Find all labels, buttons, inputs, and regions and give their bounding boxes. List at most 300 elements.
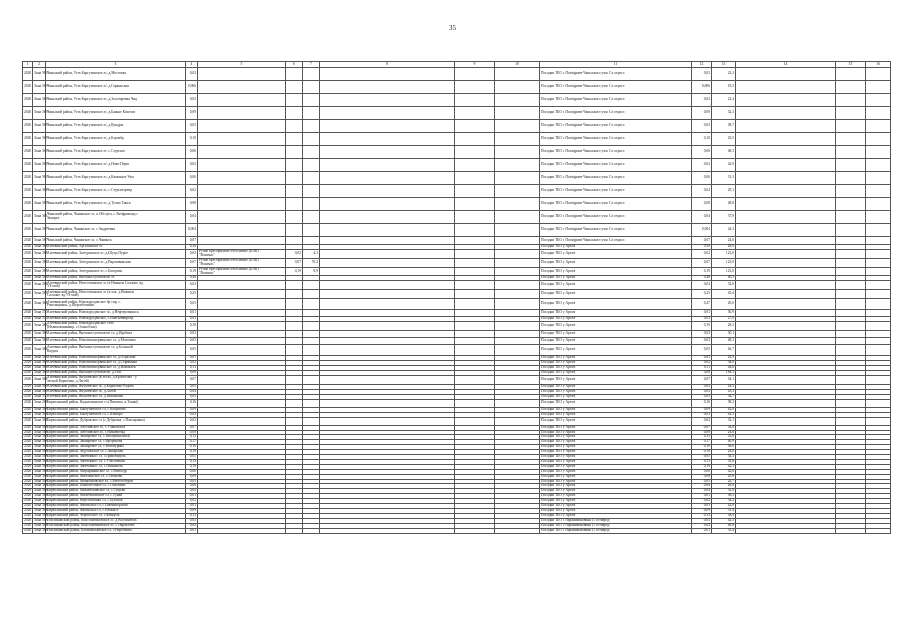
row-area: 0,10 <box>186 133 198 146</box>
row-year: 2020 <box>24 429 32 434</box>
row-location: Бирюсинский район, Черепеплое сл, с.Фвацель <box>46 513 186 518</box>
row-area: 0,02 <box>186 281 198 290</box>
row-year: 2020 <box>24 449 32 454</box>
row-note <box>198 185 286 198</box>
row-purpose: Посадки ТБО у Аргазі <box>540 281 692 290</box>
empty-cell <box>736 322 836 331</box>
row-zone: Зона 363 <box>33 159 46 172</box>
row-value-13: 40,3 <box>712 276 736 281</box>
row-value-6 <box>286 198 303 211</box>
empty-cell <box>455 211 495 224</box>
row-purpose: Посадки ТБО у Аргазі <box>540 310 692 317</box>
row-purpose: Посадки ТБО у Аргазі <box>540 489 692 494</box>
row-location: Бирюсинский район, Менябиновское ел, с.Мечбосберов <box>46 479 186 484</box>
column-number: 5 <box>198 62 286 68</box>
empty-cell <box>320 250 455 259</box>
row-area: 0,01 <box>186 494 198 499</box>
row-area: 0,10 <box>186 450 198 455</box>
empty-cell <box>495 133 540 146</box>
row-value-7 <box>303 94 320 107</box>
row-value-13: 22,4 <box>712 94 736 107</box>
row-purpose: Посадки ТБО у Аргазі <box>540 407 692 412</box>
table-row <box>23 68 891 81</box>
row-value-6 <box>286 211 303 224</box>
row-location: Алеевинский район, Внешноступенчатое сл, д.Большой Коурля <box>46 345 186 356</box>
row-purpose: Посадки ТБО у Аргазі <box>540 494 692 499</box>
row-year: 2020 <box>23 399 33 407</box>
row-value-13: 123,0 <box>712 250 736 259</box>
row-value-12: 0,01 <box>692 504 712 509</box>
row-note: Ручне пресефіктиве обтеснение (ПЛК) "Вскимас" <box>198 258 286 267</box>
row-value-12: 0,01 <box>692 528 712 533</box>
row-location: Алеевинский район, Заттуринское лс, с.Баторгин <box>46 267 186 276</box>
row-note <box>198 345 286 356</box>
empty-cell <box>455 331 495 338</box>
empty-cell <box>495 258 540 267</box>
row-location: Поплинавский район, Константинивское лс, с.Окраёлово <box>46 523 186 528</box>
table-row <box>23 172 891 185</box>
row-value-12: 0,25 <box>692 290 712 299</box>
empty-cell <box>495 250 540 259</box>
row-value-13: 29,1 <box>712 185 736 198</box>
row-purpose: Посадки ТБО у Аргазі <box>540 399 692 407</box>
row-purpose: Посадки ТБО с Поліціриве Чаньського учас Сл отрасл <box>540 133 692 146</box>
row-area: 0,07 <box>186 258 198 267</box>
empty-cell <box>455 198 495 211</box>
row-purpose: Посадки ТБО у Аргазі <box>540 345 692 356</box>
empty-cell <box>736 299 836 310</box>
row-value-13: 30,9 <box>712 310 736 317</box>
row-purpose: Посадки ТБО у Аргазі <box>540 331 692 338</box>
row-value-7: 4,1 <box>303 250 320 259</box>
row-value-6 <box>286 310 303 317</box>
row-value-6 <box>286 224 303 237</box>
empty-cell <box>736 94 836 107</box>
row-area: 0,07 <box>186 237 198 245</box>
row-zone: Зона 368 <box>34 411 48 416</box>
row-zone: Зона 368 <box>33 299 46 310</box>
row-area: 0,19 <box>186 267 198 276</box>
row-purpose: Посадки ТБО с Поліціриве Чаньського учас Сл отрасл <box>540 198 692 211</box>
row-value-13: 48,3 <box>712 146 736 159</box>
row-value-13: 48,8 <box>712 198 736 211</box>
row-area: 0,10 <box>186 445 198 450</box>
empty-cell <box>836 299 866 310</box>
row-purpose: Посадки ТБО у Аргазі <box>540 435 692 440</box>
row-area: 0,03 <box>186 299 198 310</box>
row-location: Алеевинский район, Заттуринское лс, д.Варшивинская <box>46 258 186 267</box>
row-area: 0,03 <box>186 394 198 399</box>
row-area: 0,11 <box>186 366 198 371</box>
row-purpose: Посадки ТБО с Параниконовина (1 оставрод <box>540 518 692 523</box>
row-location: Алеевинский район, Новотипинорвинское сл, д.Намаклея <box>46 366 186 371</box>
row-area: 0,05 <box>186 384 198 389</box>
row-purpose: Посадки ТБО с Поліціриве Чаньського учас Сл отрасл <box>540 68 692 81</box>
row-zone: Зона 363 <box>33 94 46 107</box>
row-value-6: 0,19 <box>286 267 303 276</box>
row-year: 2020 <box>23 237 33 245</box>
row-note <box>198 237 286 245</box>
row-note <box>198 120 286 133</box>
row-purpose: Посадки ТБО у Аргазі <box>540 464 692 469</box>
row-value-12: 0,006 <box>692 81 712 94</box>
row-year: 2020 <box>24 488 32 493</box>
empty-cell <box>495 331 540 338</box>
empty-cell <box>866 120 891 133</box>
table-row <box>23 331 891 338</box>
row-year: 2020 <box>23 338 33 345</box>
row-value-13: 24,7 <box>712 479 736 484</box>
row-location: Чиньский район, Усть-Баргузинское лс, д.Золотаревка Чнц <box>46 94 186 107</box>
empty-cell <box>736 211 836 224</box>
empty-cell <box>495 375 540 384</box>
empty-cell <box>866 399 891 407</box>
empty-cell <box>495 417 540 425</box>
empty-cell <box>455 237 495 245</box>
row-zone: Зона 363 <box>33 107 46 120</box>
row-year: 2020 <box>23 94 33 107</box>
row-area: 0,06 <box>186 172 198 185</box>
row-value-12: 0,09 <box>692 509 712 514</box>
row-location: Бирюсинский район, Магелинское сл, с.Гатаново <box>46 474 186 479</box>
row-area: 0,03 <box>186 412 198 417</box>
empty-cell <box>836 331 866 338</box>
empty-cell <box>866 237 891 245</box>
row-value-12: 0,08 <box>692 370 712 375</box>
row-year: 2020 <box>24 458 32 463</box>
row-value-13: 23,3 <box>712 68 736 81</box>
row-value-12: 0,02 <box>692 159 712 172</box>
row-zone: Зона 368 <box>34 439 48 444</box>
row-value-13: 33,4 <box>712 528 736 533</box>
row-location: Бирюсинский район, Фашмонал сл, с.Пемонсе <box>46 509 186 514</box>
row-note: Ручне пресефіктиве обтеснение (ПЛК) "Вскимас" <box>198 267 286 276</box>
row-value-13: 24,0 <box>712 237 736 245</box>
row-value-12: 0,06 <box>692 172 712 185</box>
row-year: 2020 <box>24 360 32 365</box>
row-value-13: 38,5 <box>712 494 736 499</box>
row-year: 2020 <box>24 275 32 280</box>
empty-cell <box>866 290 891 299</box>
empty-cell <box>455 375 495 384</box>
row-zone: Зона 368 <box>33 338 46 345</box>
table-row <box>23 107 891 120</box>
empty-cell <box>455 290 495 299</box>
row-area: 0,09 <box>186 509 198 514</box>
row-value-13: 28,0 <box>712 245 736 250</box>
empty-cell <box>836 322 866 331</box>
row-zone: Зона 363 <box>33 146 46 159</box>
table-row <box>23 250 891 259</box>
empty-cell <box>736 375 836 384</box>
row-zone: Зона 365 <box>33 198 46 211</box>
row-value-12: 0,10 <box>692 322 712 331</box>
row-value-12: 0,03 <box>692 331 712 338</box>
row-location: Чиньский район, Усть-Баргузинское лс, д.Каменное Ушо <box>46 172 186 185</box>
row-value-13: 123,0 <box>712 258 736 267</box>
row-year: 2020 <box>24 493 32 498</box>
empty-cell <box>455 107 495 120</box>
empty-cell <box>320 81 455 94</box>
row-purpose: Посадки ТБО у Аргазі <box>540 445 692 450</box>
empty-cell <box>866 172 891 185</box>
row-location: Бирюсинский район, Магибешивское сл, с.Тунай <box>46 494 186 499</box>
row-purpose: Посадки ТБО с Поліціриве Чаньського учас Сл отрасл <box>540 146 692 159</box>
row-year: 2020 <box>24 439 32 444</box>
empty-cell <box>736 310 836 317</box>
row-value-13: 44,3 <box>712 224 736 237</box>
empty-cell <box>455 399 495 407</box>
empty-cell <box>455 258 495 267</box>
row-value-12: 0,04 <box>692 211 712 224</box>
column-number: 3 <box>46 62 186 68</box>
row-value-6 <box>286 159 303 172</box>
empty-cell <box>866 250 891 259</box>
row-value-7 <box>303 159 320 172</box>
empty-cell <box>736 417 836 425</box>
row-value-12: 0,19 <box>692 464 712 469</box>
row-value-7 <box>303 528 320 533</box>
row-area: 0,05 <box>186 345 198 356</box>
row-location: Чиньский район, Усть-Баргузинское лс, с.Стурское <box>46 146 186 159</box>
row-value-6 <box>286 133 303 146</box>
row-note <box>198 338 286 345</box>
row-value-6 <box>286 107 303 120</box>
row-value-12: 0,06 <box>692 146 712 159</box>
empty-cell <box>866 107 891 120</box>
empty-cell <box>866 299 891 310</box>
empty-cell <box>455 146 495 159</box>
row-value-12: 0,47 <box>692 299 712 310</box>
row-value-13: 23,5 <box>712 133 736 146</box>
row-zone: Зона 368 <box>34 473 48 478</box>
table-row <box>23 81 891 94</box>
row-purpose: Посадки ТБО с Поліціриве Чаньського учас Сл отрасл <box>540 172 692 185</box>
row-value-7 <box>303 338 320 345</box>
row-location: Бирюсинский район, Кереломоинш сл, с.Бухонов <box>46 499 186 504</box>
row-year: 2020 <box>24 355 32 360</box>
table-row <box>23 338 891 345</box>
row-location: Алеевинский район, Янушевское лс, д.Лагой <box>46 389 186 394</box>
row-year: 2020 <box>24 369 32 374</box>
row-zone: Зона 368 <box>33 399 46 407</box>
row-area: 0,01 <box>186 356 198 361</box>
row-note <box>198 159 286 172</box>
row-purpose: Посадки ТБО у Аргазі <box>540 245 692 250</box>
row-area: 0,02 <box>186 185 198 198</box>
empty-cell <box>866 528 891 533</box>
empty-cell <box>866 258 891 267</box>
row-value-12: 0,02 <box>692 250 712 259</box>
empty-cell <box>455 338 495 345</box>
table-row <box>23 299 891 310</box>
row-location: Чиньский район, Усть-Баргузинское лс, с.Стурситервер <box>46 185 186 198</box>
row-location: Чиньский район, Усть-Баргузинское лс, д.Кундры <box>46 120 186 133</box>
empty-cell <box>736 250 836 259</box>
row-value-7 <box>303 399 320 407</box>
empty-cell <box>320 94 455 107</box>
row-location: Бирюсинский район, Зипевлинос сл, с.Шинэнкэн <box>46 464 186 469</box>
row-location: Бирюсинский район, Зобеливское лс, с.Ниаментыд <box>46 430 186 435</box>
row-year: 2020 <box>24 463 32 468</box>
empty-cell <box>320 528 455 533</box>
empty-cell <box>495 322 540 331</box>
table-row <box>23 399 891 407</box>
empty-cell <box>320 310 455 317</box>
row-note <box>198 322 286 331</box>
row-value-7 <box>303 81 320 94</box>
row-location: Алеевинский район, Внешноступенчатое, д.Гляс <box>46 370 186 375</box>
row-purpose: Посадки ТБО у Аргазі <box>540 513 692 518</box>
row-note <box>198 281 286 290</box>
row-year: 2020 <box>23 146 33 159</box>
row-year: 2020 <box>23 258 33 267</box>
row-note <box>198 172 286 185</box>
empty-cell <box>495 107 540 120</box>
row-purpose: Посадки ТБО у Аргазі <box>540 276 692 281</box>
row-area: 0,01 <box>186 504 198 509</box>
row-zone: Зона 368 <box>33 290 46 299</box>
row-value-13: 123,0 <box>712 267 736 276</box>
empty-cell <box>455 417 495 425</box>
row-purpose: Посадки ТБО у Аргазі <box>540 425 692 430</box>
row-value-12: 0,03 <box>692 518 712 523</box>
row-note <box>198 417 286 425</box>
row-area: 0,03 <box>186 331 198 338</box>
row-purpose: Посадки ТБО у Аргазі <box>540 389 692 394</box>
row-location: Алеевинский район, Новотипинорвинское сл, д.Отраский <box>46 356 186 361</box>
row-area: 0,58 <box>186 245 198 250</box>
row-area: 0,10 <box>186 322 198 331</box>
row-year: 2020 <box>23 375 33 384</box>
empty-cell <box>320 345 455 356</box>
row-value-7 <box>303 281 320 290</box>
row-value-13: 30,1 <box>712 331 736 338</box>
empty-cell <box>866 338 891 345</box>
row-location: Бирюсинский район, Закиаревое сл, с.Пиотримаэзной <box>46 435 186 440</box>
row-area: 0,04 <box>186 389 198 394</box>
table-row <box>23 290 891 299</box>
row-value-13: 31,4 <box>712 509 736 514</box>
row-note <box>198 211 286 224</box>
row-area: 0,07 <box>186 375 198 384</box>
row-value-6 <box>286 338 303 345</box>
empty-cell <box>866 267 891 276</box>
row-year: 2020 <box>23 133 33 146</box>
row-area: 0,09 <box>186 407 198 412</box>
empty-cell <box>736 172 836 185</box>
row-area: 0,09 <box>186 107 198 120</box>
empty-cell <box>736 198 836 211</box>
row-value-13: 62,7 <box>712 345 736 356</box>
row-value-13: 32,1 <box>712 417 736 425</box>
row-year: 2020 <box>23 120 33 133</box>
empty-cell <box>320 159 455 172</box>
empty-cell <box>320 399 455 407</box>
row-note <box>198 81 286 94</box>
empty-cell <box>736 290 836 299</box>
row-year: 2020 <box>24 522 32 527</box>
table-row <box>23 258 891 267</box>
row-value-7 <box>303 133 320 146</box>
empty-cell <box>866 146 891 159</box>
empty-cell <box>836 94 866 107</box>
row-zone: Зона 367 <box>33 237 46 245</box>
row-year: 2020 <box>23 331 33 338</box>
row-purpose: Посадки ТБО с Поліціриве Чаньського учас Сл отрасл <box>540 185 692 198</box>
row-year: 2020 <box>24 503 32 508</box>
row-area: 0,03 <box>186 317 198 322</box>
row-value-7 <box>303 172 320 185</box>
empty-cell <box>736 528 836 533</box>
row-location: Бирюсинский район, Фашмонал сл, с.Пипчинорской <box>46 504 186 509</box>
row-value-6 <box>286 94 303 107</box>
empty-cell <box>320 211 455 224</box>
row-value-7 <box>303 322 320 331</box>
row-value-12: 0,09 <box>692 107 712 120</box>
row-purpose: Посадки ТБО с Поліціриве Чаньського учас Сл отрасл <box>540 159 692 172</box>
table-row <box>23 120 891 133</box>
row-year: 2020 <box>23 68 33 81</box>
row-year: 2020 <box>23 290 33 299</box>
column-number: 11 <box>540 62 692 68</box>
row-value-12: 0,004 <box>692 224 712 237</box>
row-year: 2020 <box>24 468 32 473</box>
row-value-12: 0,03 <box>692 120 712 133</box>
table-row <box>23 211 891 224</box>
empty-cell <box>836 267 866 276</box>
row-location: Алеевинский район, Новотипинорвинское сл, д.Сериванка <box>46 361 186 366</box>
empty-cell <box>495 281 540 290</box>
row-value-7 <box>303 237 320 245</box>
empty-cell <box>320 267 455 276</box>
row-zone: Зона 370 <box>34 316 48 321</box>
row-location: Алеевинский район, Заттуринское лс, д.Шунд Пурое <box>46 250 186 259</box>
row-value-12: 0,01 <box>692 356 712 361</box>
row-year: 2020 <box>23 159 33 172</box>
row-value-6 <box>286 172 303 185</box>
row-value-12: 0,10 <box>692 450 712 455</box>
row-location: Алеевинский район, Новокуроденское бр сир, с. Рачельщикок, д.Шерсвботинек <box>46 299 186 310</box>
row-purpose: Посадки ТБО у Аргазі <box>540 290 692 299</box>
empty-cell <box>320 224 455 237</box>
row-value-7 <box>303 345 320 356</box>
row-location: Бирюсинский район, Закиаревое сл, с.Фрэренова <box>46 440 186 445</box>
table-row <box>23 94 891 107</box>
row-location: Чиньский район, Усть-Баргузинское лс, д.Баянье Коштом <box>46 107 186 120</box>
row-year: 2020 <box>23 107 33 120</box>
row-purpose: Посадки ТБО с Поліціриве Чаньського учас Сл отрасл <box>540 94 692 107</box>
row-value-13: 42,3 <box>712 412 736 417</box>
row-location: Алеевинский район, Янушевское (в лесах, д.Кропотово - у лесной Коршенье, д.Лагой) <box>46 375 186 384</box>
row-area: 0,06 <box>186 484 198 489</box>
row-area: 0,004 <box>186 224 198 237</box>
row-purpose: Посадки ТБО у Аргазі <box>540 455 692 460</box>
row-zone: Зона 363 <box>33 68 46 81</box>
row-purpose: Посадки ТБО у Аргазі <box>540 474 692 479</box>
row-area: 0,13 <box>186 435 198 440</box>
empty-cell <box>320 375 455 384</box>
empty-cell <box>736 281 836 290</box>
row-value-13: 34,1 <box>712 375 736 384</box>
row-value-13: 33,8 <box>712 435 736 440</box>
row-zone: Зона 368 <box>34 503 48 508</box>
row-year: 2020 <box>23 198 33 211</box>
row-area: 0,08 <box>186 370 198 375</box>
row-value-13: 42,3 <box>712 464 736 469</box>
empty-cell <box>736 258 836 267</box>
row-note <box>198 94 286 107</box>
